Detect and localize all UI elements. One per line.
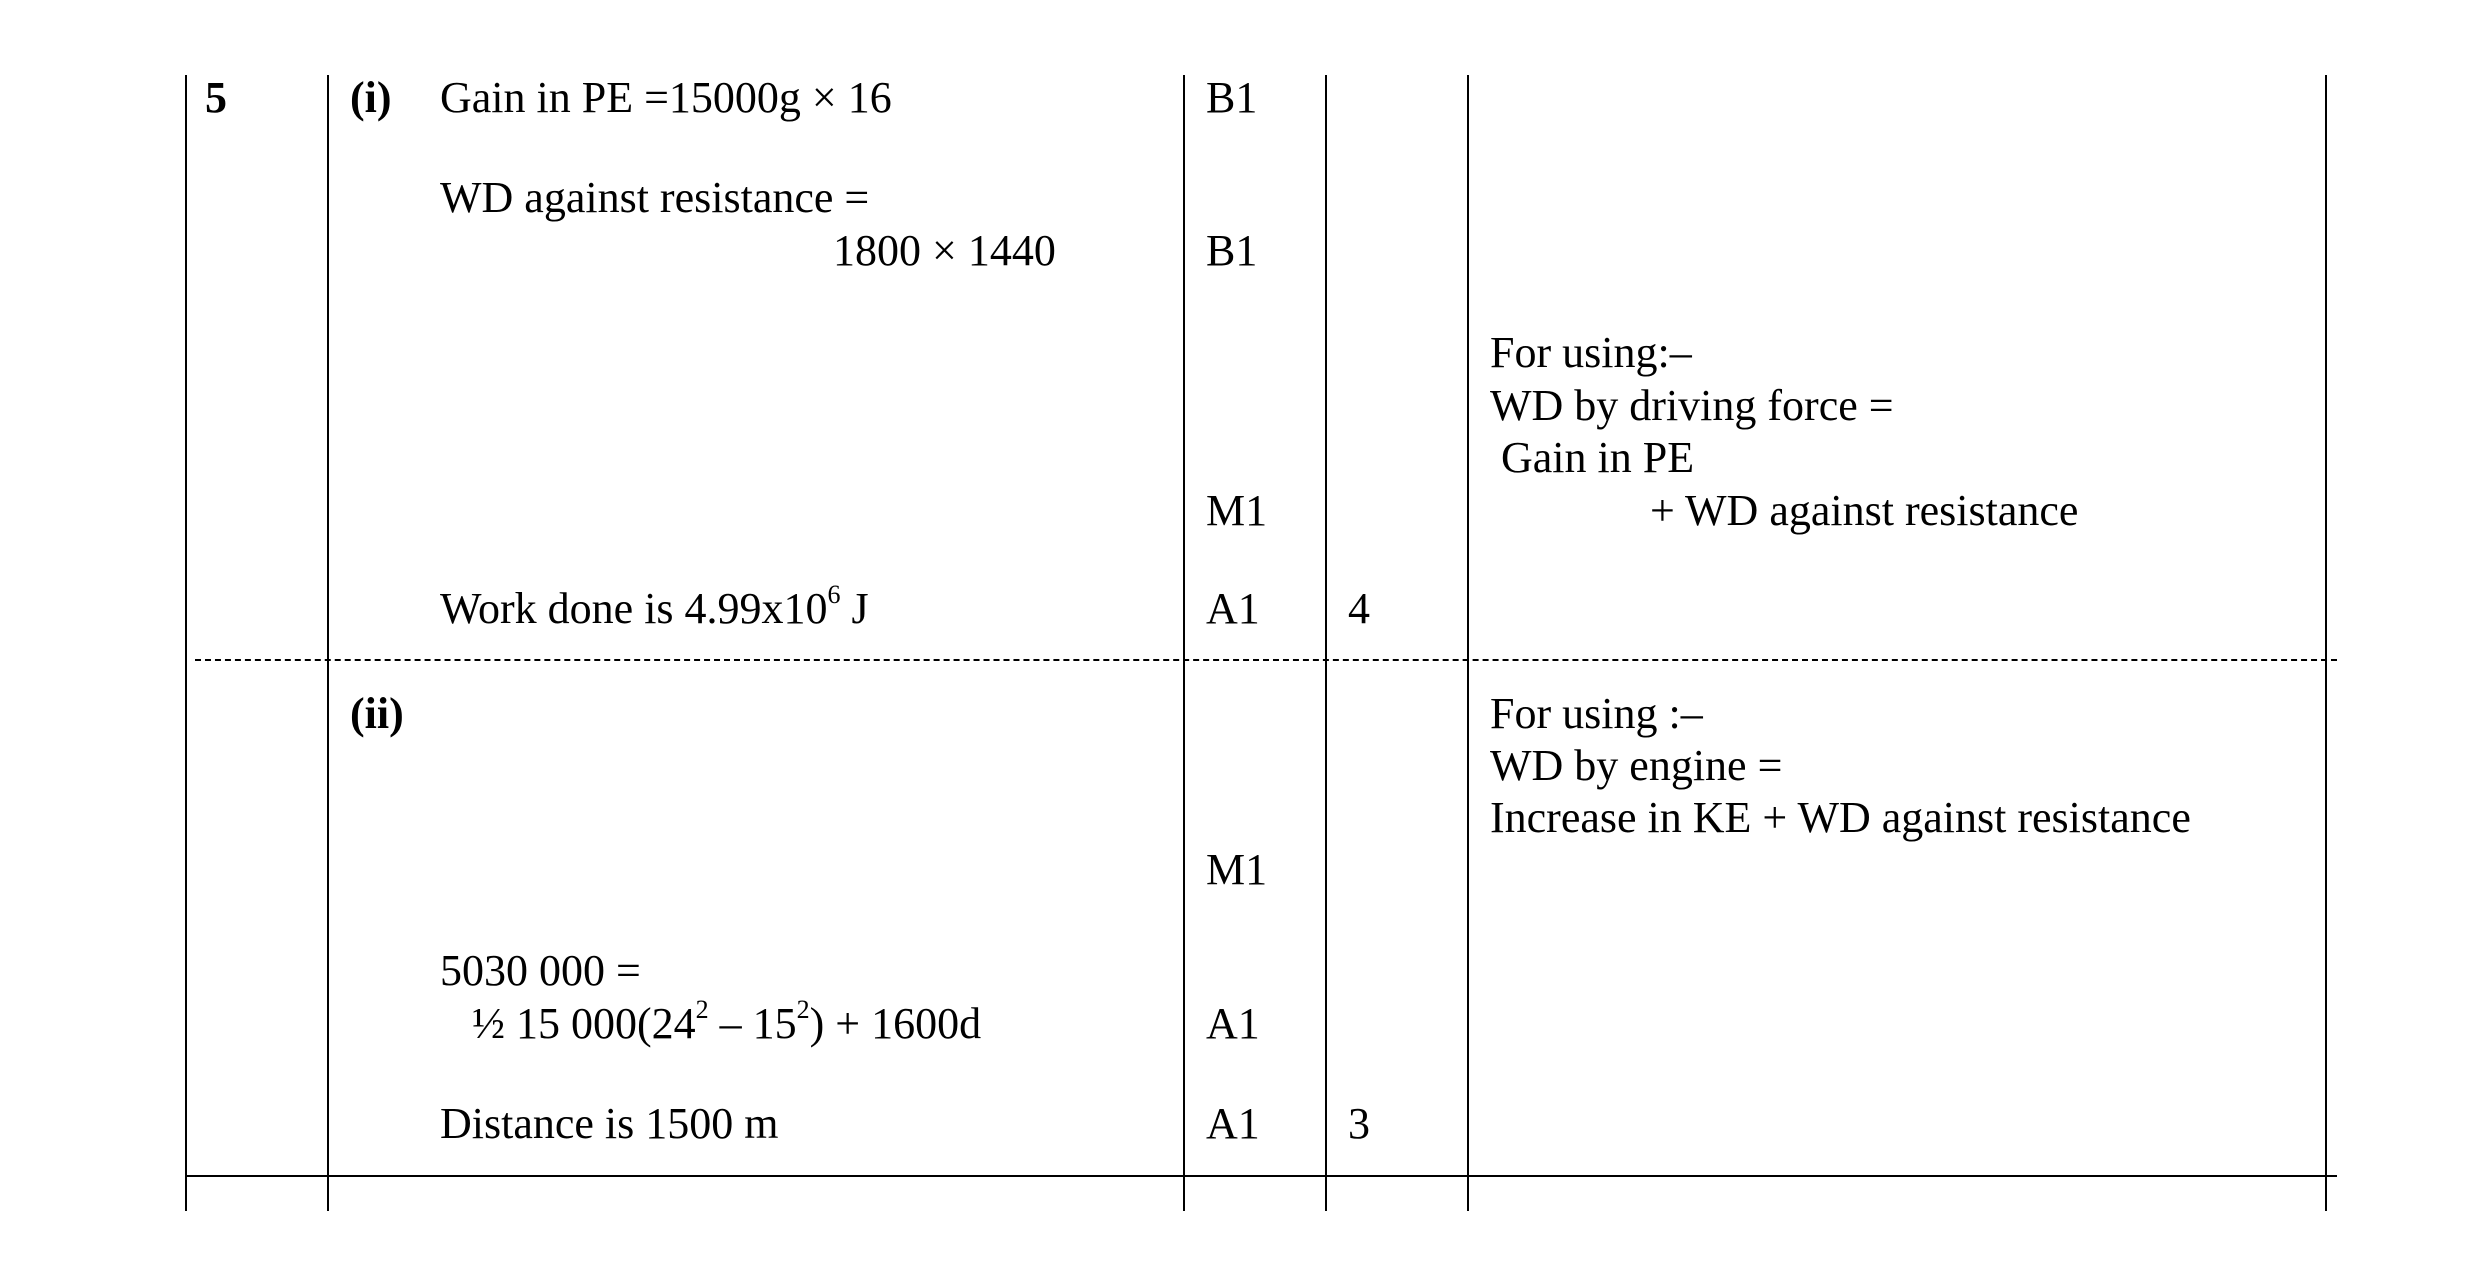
column-rule-left: [185, 75, 187, 1211]
column-rule-total: [1325, 75, 1327, 1211]
part-i-comment-2: WD by driving force =: [1490, 381, 1894, 430]
part-ii-comment-3: Increase in KE + WD against resistance: [1490, 793, 2191, 842]
part-i-label: (i): [350, 73, 392, 122]
part-ii-mark-3: A1: [1206, 1099, 1260, 1148]
part-i-gain-pe: Gain in PE =15000g × 16: [440, 73, 892, 122]
part-ii-mark-2: A1: [1206, 999, 1260, 1048]
part-ii-equation-lhs: 5030 000 =: [440, 946, 641, 995]
part-i-work-done: Work done is $4.99x10^6$ J: [440, 580, 869, 633]
part-ii-comment-2: WD by engine =: [1490, 741, 1783, 790]
column-rule-comment: [1467, 75, 1469, 1211]
row-bottom-rule: [185, 1175, 2337, 1177]
part-ii-label: (ii): [350, 689, 404, 738]
part-i-mark-3: M1: [1206, 486, 1268, 535]
part-i-comment-1: For using:–: [1490, 328, 1692, 377]
column-rule-right: [2325, 75, 2327, 1211]
part-i-mark-2: B1: [1206, 226, 1258, 275]
part-ii-equation-rhs: ½ 15 $000(24^2 - 15^2) + 1600d$: [472, 995, 982, 1048]
column-rule-marks: [1183, 75, 1185, 1211]
part-ii-comment-1: For using :–: [1490, 689, 1703, 738]
part-ii-mark-1: M1: [1206, 845, 1268, 894]
part-i-comment-3: Gain in PE: [1501, 433, 1695, 482]
part-ii-distance: Distance is 1500 m: [440, 1099, 779, 1148]
part-separator-dashed: [195, 659, 2337, 661]
part-i-wd-resistance: WD against resistance =: [440, 173, 870, 222]
part-i-wd-resistance-value: 1800 × 1440: [833, 226, 1056, 275]
part-ii-total: 3: [1348, 1099, 1370, 1148]
question-number: 5: [205, 73, 227, 122]
part-i-total: 4: [1348, 584, 1370, 633]
column-rule-part: [327, 75, 329, 1211]
part-i-comment-4: + WD against resistance: [1650, 486, 2079, 535]
part-i-mark-1: B1: [1206, 73, 1258, 122]
part-i-mark-4: A1: [1206, 584, 1260, 633]
